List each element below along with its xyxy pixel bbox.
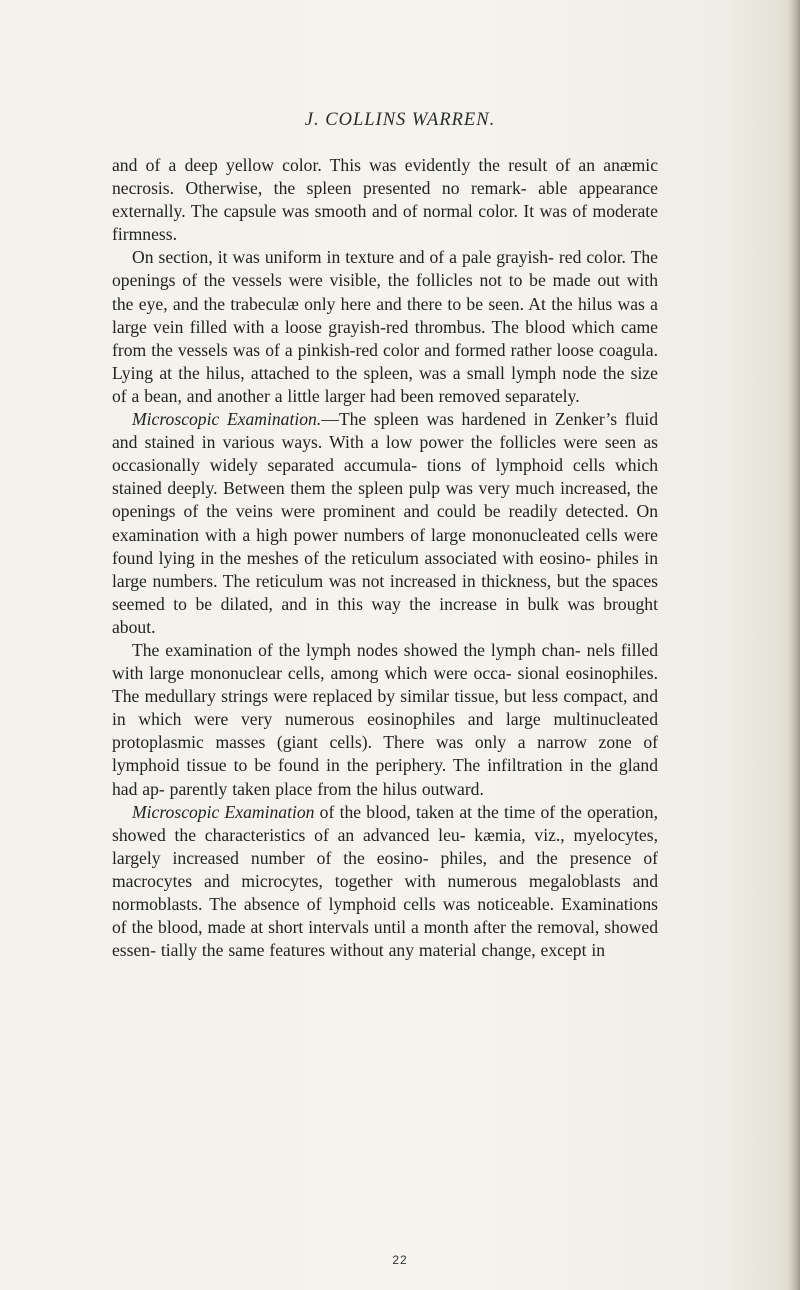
body-text: [112, 154, 658, 962]
paragraph-5-heading: Microscopic Examination: [132, 801, 315, 822]
paragraph-2: On section, it was uniform in texture and of a pale grayish- red color. The openings of the vessels were visible, the follicles not to be made out with the eye, and the trabeculæ only here and there to be seen. At the hilus was a large vein filled with a loose grayish-red thrombus. The blood which came from the vessels was of a pinkish-red color and formed rather loose coagula. Lying at the hilus, attached to the spleen, was a small lymph node the size of a bean, and another a little larger had been removed separately.: [112, 247, 658, 406]
paragraph-5: [112, 801, 658, 963]
running-head: J. COLLINS WARREN.: [304, 110, 496, 130]
page-number: 22: [392, 1253, 408, 1267]
paragraph-3: [112, 408, 658, 639]
paragraph-1: and of a deep yellow color. This was evidently the result of an anæmic necrosis. Otherwise, the spleen presented no remark- able appearance externally. The capsule was smooth and of normal color. It was of moderate firmness.: [112, 155, 658, 245]
paragraph-5-text: of the blood, taken at the time of the operation, showed the characteristics of an advanced leu- kæmia, viz., myelocytes, largely increased number of the eosino- philes, and the presence of macrocytes and microcytes, together with numerous megaloblasts and normoblasts. The absence of lymphoid cells was noticeable. Examinations of the blood, made at short intervals until a month after the removal, showed essen- tially the same features without any material change, except in: [112, 801, 658, 961]
page-edge-shadow: [788, 0, 800, 1290]
paragraph-3-text: —The spleen was hardened in Zenker’s fluid and stained in various ways. With a low power the follicles were seen as occasionally widely separated accumula- tions of lymphoid cells which stained deeply. Between them the spleen pulp was very much increased, the openings of the veins were prominent and could be readily detected. On examination with a high power numbers of large mononucleated cells were found lying in the meshes of the reticulum associated with eosino- philes in large numbers. The reticulum was not increased in thickness, but the spaces seemed to be dilated, and in this way the increase in bulk was brought about.: [112, 409, 658, 637]
paragraph-3-heading: Microscopic Examination.: [132, 409, 322, 430]
paragraph-4: The examination of the lymph nodes showed the lymph chan- nels filled with large mononuclear cells, among which were occa- sional eosinophiles. The medullary strings were replaced by similar tissue, but less compact, and in which were very numerous eosinophiles and large multinucleated protoplasmic masses (giant cells). There was only a narrow zone of lymphoid tissue to be found in the periphery. The infiltration in the gland had ap- parently taken place from the hilus outward.: [112, 639, 658, 799]
